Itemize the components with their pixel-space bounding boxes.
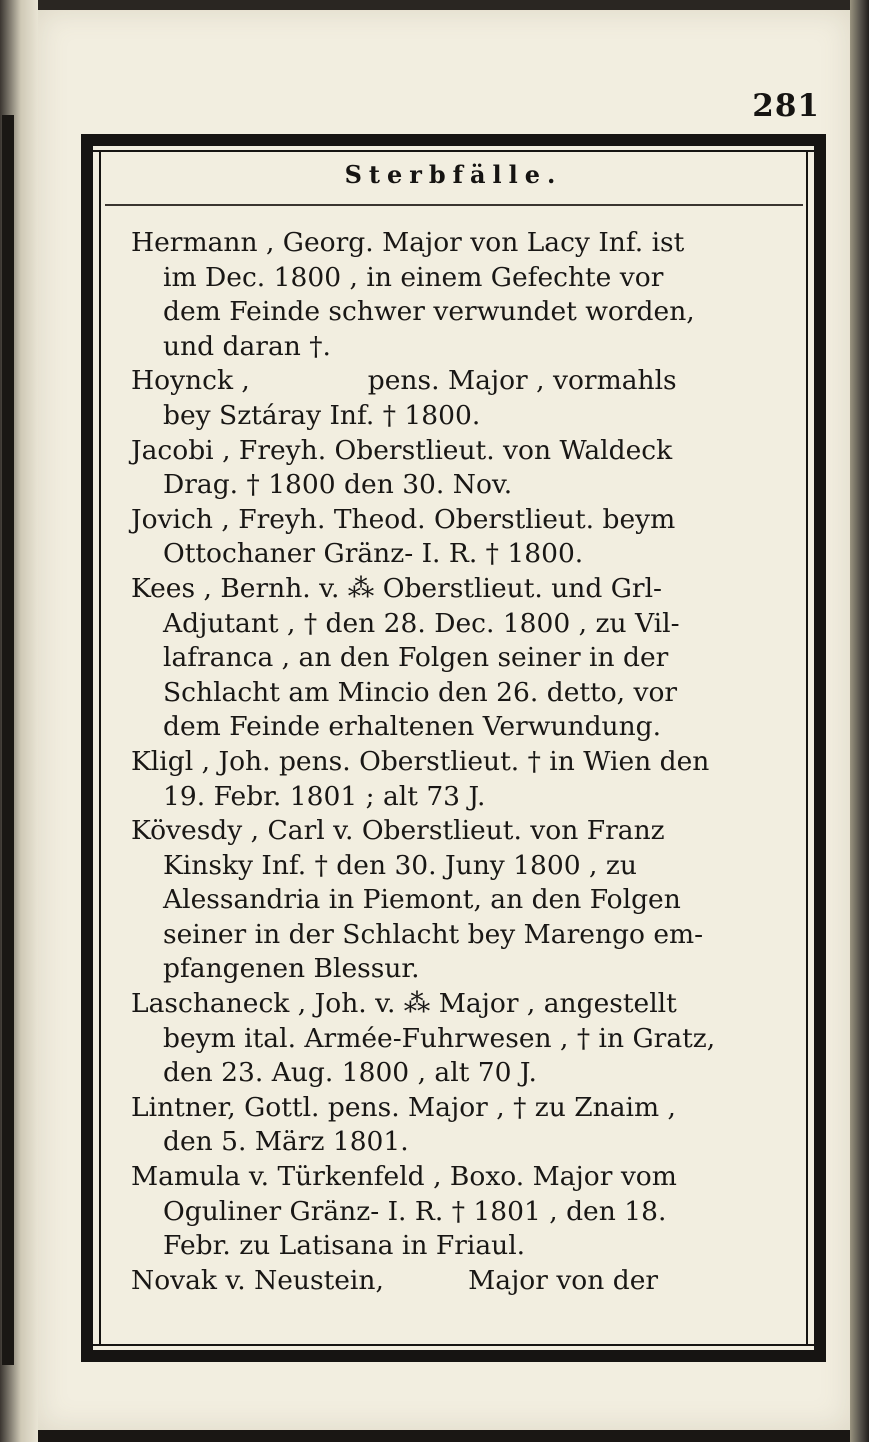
death-notice-entry bbox=[131, 1091, 821, 1160]
book-spine-right bbox=[850, 0, 869, 1442]
entry-first-line: Laschaneck , Joh. v. ⁂ Major , angestellt bbox=[131, 988, 677, 1020]
section-heading: Sterbfälle. bbox=[344, 160, 563, 189]
text-frame bbox=[81, 134, 826, 1374]
entry-continuation-line: Febr. zu Latisana in Friaul. bbox=[163, 1230, 526, 1262]
death-notice-list bbox=[131, 226, 821, 1298]
entry-first-line: Novak v. Neustein, Major von der bbox=[131, 1264, 659, 1296]
page-bottom-shadow bbox=[38, 1430, 850, 1442]
entry-continuation-line: Adjutant , † den 28. Dec. 1800 , zu Vil- bbox=[163, 607, 680, 639]
page-number: 281 bbox=[752, 88, 820, 124]
entry-continuation-line: im Dec. 1800 , in einem Gefechte vor bbox=[163, 261, 664, 293]
left-page-edge bbox=[2, 115, 14, 1365]
frame-rule-left-thin bbox=[99, 152, 101, 1346]
frame-rule-top-thin bbox=[81, 150, 826, 152]
frame-rule-left-thick bbox=[81, 134, 93, 1362]
book-spine-left bbox=[0, 0, 38, 1442]
entry-continuation-line: seiner in der Schlacht bey Marengo em- bbox=[163, 918, 704, 950]
frame-rule-bottom-thick bbox=[81, 1350, 826, 1362]
entry-first-line: Mamula v. Türkenfeld , Boxo. Major vom bbox=[131, 1161, 677, 1193]
entry-continuation-line: Schlacht am Mincio den 26. detto, vor bbox=[163, 676, 678, 708]
entry-continuation-line: den 5. März 1801. bbox=[163, 1126, 409, 1158]
entry-first-line: Jacobi , Freyh. Oberstlieut. von Waldeck bbox=[131, 434, 673, 466]
death-notice-entry bbox=[131, 745, 821, 814]
heading-divider bbox=[105, 204, 803, 206]
death-notice-entry bbox=[131, 364, 821, 433]
entry-continuation-line: beym ital. Armée-Fuhrwesen , † in Gratz, bbox=[163, 1022, 716, 1054]
frame-rule-top-thick bbox=[81, 134, 826, 146]
entry-continuation-line: Oguliner Gränz- I. R. † 1801 , den 18. bbox=[163, 1195, 667, 1227]
entry-continuation-line: den 23. Aug. 1800 , alt 70 J. bbox=[163, 1057, 537, 1089]
entry-first-line: Hermann , Georg. Major von Lacy Inf. ist bbox=[131, 227, 685, 258]
entry-continuation-line: bey Sztáray Inf. † 1800. bbox=[163, 399, 481, 431]
entry-continuation-line: 19. Febr. 1801 ; alt 73 J. bbox=[163, 780, 486, 812]
entry-continuation-line: Alessandria in Piemont, an den Folgen bbox=[163, 884, 681, 916]
book-page bbox=[38, 10, 850, 1430]
entry-first-line: Kees , Bernh. v. ⁂ Oberstlieut. und Grl- bbox=[131, 572, 662, 604]
entry-continuation-line: dem Feinde erhaltenen Verwundung. bbox=[163, 711, 662, 743]
death-notice-entry bbox=[131, 1160, 821, 1264]
entry-continuation-line: dem Feinde schwer verwundet worden, bbox=[163, 296, 695, 328]
entry-continuation-line: und daran †. bbox=[163, 330, 331, 362]
death-notice-entry bbox=[131, 1264, 821, 1299]
entry-continuation-line: Kinsky Inf. † den 30. Juny 1800 , zu bbox=[163, 849, 637, 881]
death-notice-entry bbox=[131, 503, 821, 572]
entry-continuation-line: Drag. † 1800 den 30. Nov. bbox=[163, 469, 513, 501]
death-notice-entry bbox=[131, 572, 821, 745]
entry-first-line: Lintner, Gottl. pens. Major , † zu Znaim , bbox=[131, 1091, 676, 1123]
entry-continuation-line: pfangenen Blessur. bbox=[163, 953, 420, 985]
death-notice-entry bbox=[131, 434, 821, 503]
death-notice-entry bbox=[131, 814, 821, 987]
entry-first-line: Kövesdy , Carl v. Oberstlieut. von Franz bbox=[131, 815, 665, 847]
entry-continuation-line: Ottochaner Gränz- I. R. † 1800. bbox=[163, 538, 584, 570]
entry-first-line: Jovich , Freyh. Theod. Oberstlieut. beym bbox=[131, 503, 676, 535]
entry-first-line: Kligl , Joh. pens. Oberstlieut. † in Wien den bbox=[131, 745, 710, 777]
entry-continuation-line: lafranca , an den Folgen seiner in der bbox=[163, 642, 669, 674]
entry-first-line: Hoynck , pens. Major , vormahls bbox=[131, 365, 677, 397]
death-notice-entry bbox=[131, 226, 821, 364]
death-notice-entry bbox=[131, 987, 821, 1091]
frame-rule-bottom-thin bbox=[81, 1344, 826, 1346]
